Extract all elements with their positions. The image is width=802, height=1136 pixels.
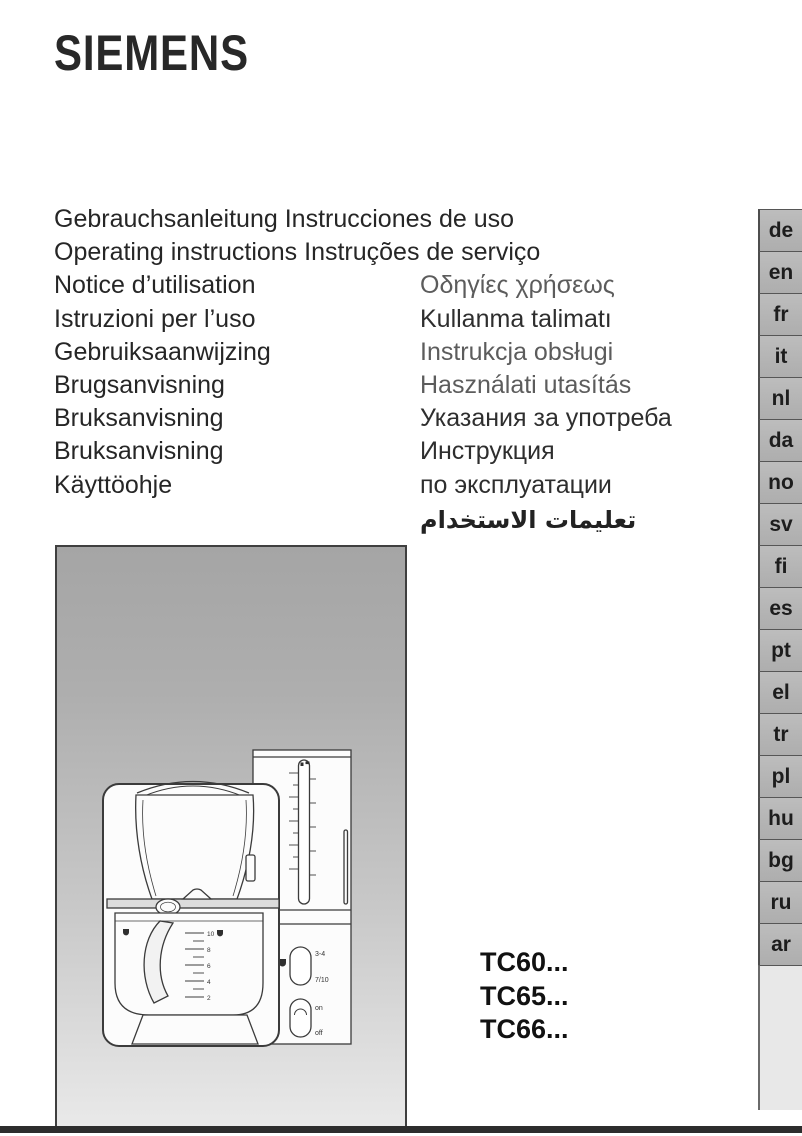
svg-text:10: 10 — [207, 931, 215, 938]
language-tab-es: es — [758, 587, 802, 629]
model-list — [480, 946, 569, 1047]
title-right: Инструкция — [420, 437, 555, 466]
language-tab-pt: pt — [758, 629, 802, 671]
language-tab-tr: tr — [758, 713, 802, 755]
filter-lid — [136, 782, 255, 900]
language-tab-no: no — [758, 461, 802, 503]
title-left: Gebrauchsanleitung Instrucciones de uso — [54, 205, 515, 233]
aroma-switch-bottom-label: 7/10 — [315, 977, 329, 984]
language-tab-fi: fi — [758, 545, 802, 587]
title-left: Brugsanvisning — [54, 370, 225, 399]
title-row — [54, 336, 714, 369]
cup-icon — [279, 959, 286, 967]
cup-icon — [217, 930, 223, 936]
title-row — [54, 469, 714, 502]
language-tab-ru: ru — [758, 881, 802, 923]
language-tab-da: da — [758, 419, 802, 461]
language-tab-el: el — [758, 671, 802, 713]
title-row — [54, 303, 714, 336]
language-tab-strip — [758, 209, 802, 1110]
title-row — [54, 369, 714, 402]
title-left: Käyttöohje — [54, 470, 173, 499]
language-tab-de: de — [758, 209, 802, 251]
title-left: Istruzioni per l’uso — [54, 304, 256, 333]
language-tab-fr: fr — [758, 293, 802, 335]
model-number: TC66... — [480, 1014, 569, 1044]
language-tab-ar: ar — [758, 923, 802, 965]
title-left: Operating instructions Instruções de serviço — [54, 238, 541, 267]
machine-body — [103, 782, 279, 1047]
title-row — [54, 203, 714, 236]
svg-text:8: 8 — [207, 947, 211, 954]
model-number: TC65... — [480, 980, 569, 1011]
language-tab-bg: bg — [758, 839, 802, 881]
svg-text:4: 4 — [207, 979, 211, 986]
title-right: Instrukcja obsługi — [420, 337, 614, 366]
title-right: по эксплуатации — [420, 470, 612, 499]
power-switch-off-label: off — [315, 1030, 323, 1037]
title-left: Notice d’utilisation — [54, 271, 256, 300]
language-tab-en: en — [758, 251, 802, 293]
language-tab-it: it — [758, 335, 802, 377]
model-number: TC60... — [480, 947, 569, 977]
title-block — [54, 203, 714, 538]
power-switch-on-label: on — [315, 1005, 323, 1012]
title-row — [54, 269, 714, 302]
title-left: Bruksanvisning — [54, 404, 224, 433]
machine-base — [132, 1015, 258, 1044]
title-left: Bruksanvisning — [54, 437, 224, 466]
title-right: Kullanma talimatı — [420, 304, 612, 333]
carafe — [115, 913, 263, 1015]
title-row — [54, 502, 714, 538]
coffee-machine-illustration — [55, 545, 407, 1128]
svg-text:6: 6 — [207, 963, 211, 970]
language-tab-sv: sv — [758, 503, 802, 545]
title-right-arabic: تعليمات الاستخدام — [420, 505, 637, 534]
title-row — [54, 402, 714, 435]
title-right: Használati utasítás — [420, 370, 632, 399]
siemens-logo: SIEMENS — [54, 25, 249, 81]
title-row — [54, 435, 714, 468]
title-left: Gebruiksaanwijzing — [54, 337, 271, 366]
language-tab-nl: nl — [758, 377, 802, 419]
bottom-rule — [0, 1126, 802, 1133]
tab-strip-filler — [758, 965, 802, 1110]
language-tab-pl: pl — [758, 755, 802, 797]
title-row — [54, 236, 714, 269]
svg-text:2: 2 — [207, 995, 211, 1002]
language-tab-hu: hu — [758, 797, 802, 839]
title-right: Οδηγίες χρήσεως — [420, 271, 615, 300]
coffee-machine-drawing — [57, 547, 409, 1130]
aroma-switch-top-label: 3-4 — [315, 951, 326, 958]
cup-icon — [123, 929, 129, 935]
title-right: Указания за употреба — [420, 404, 672, 433]
